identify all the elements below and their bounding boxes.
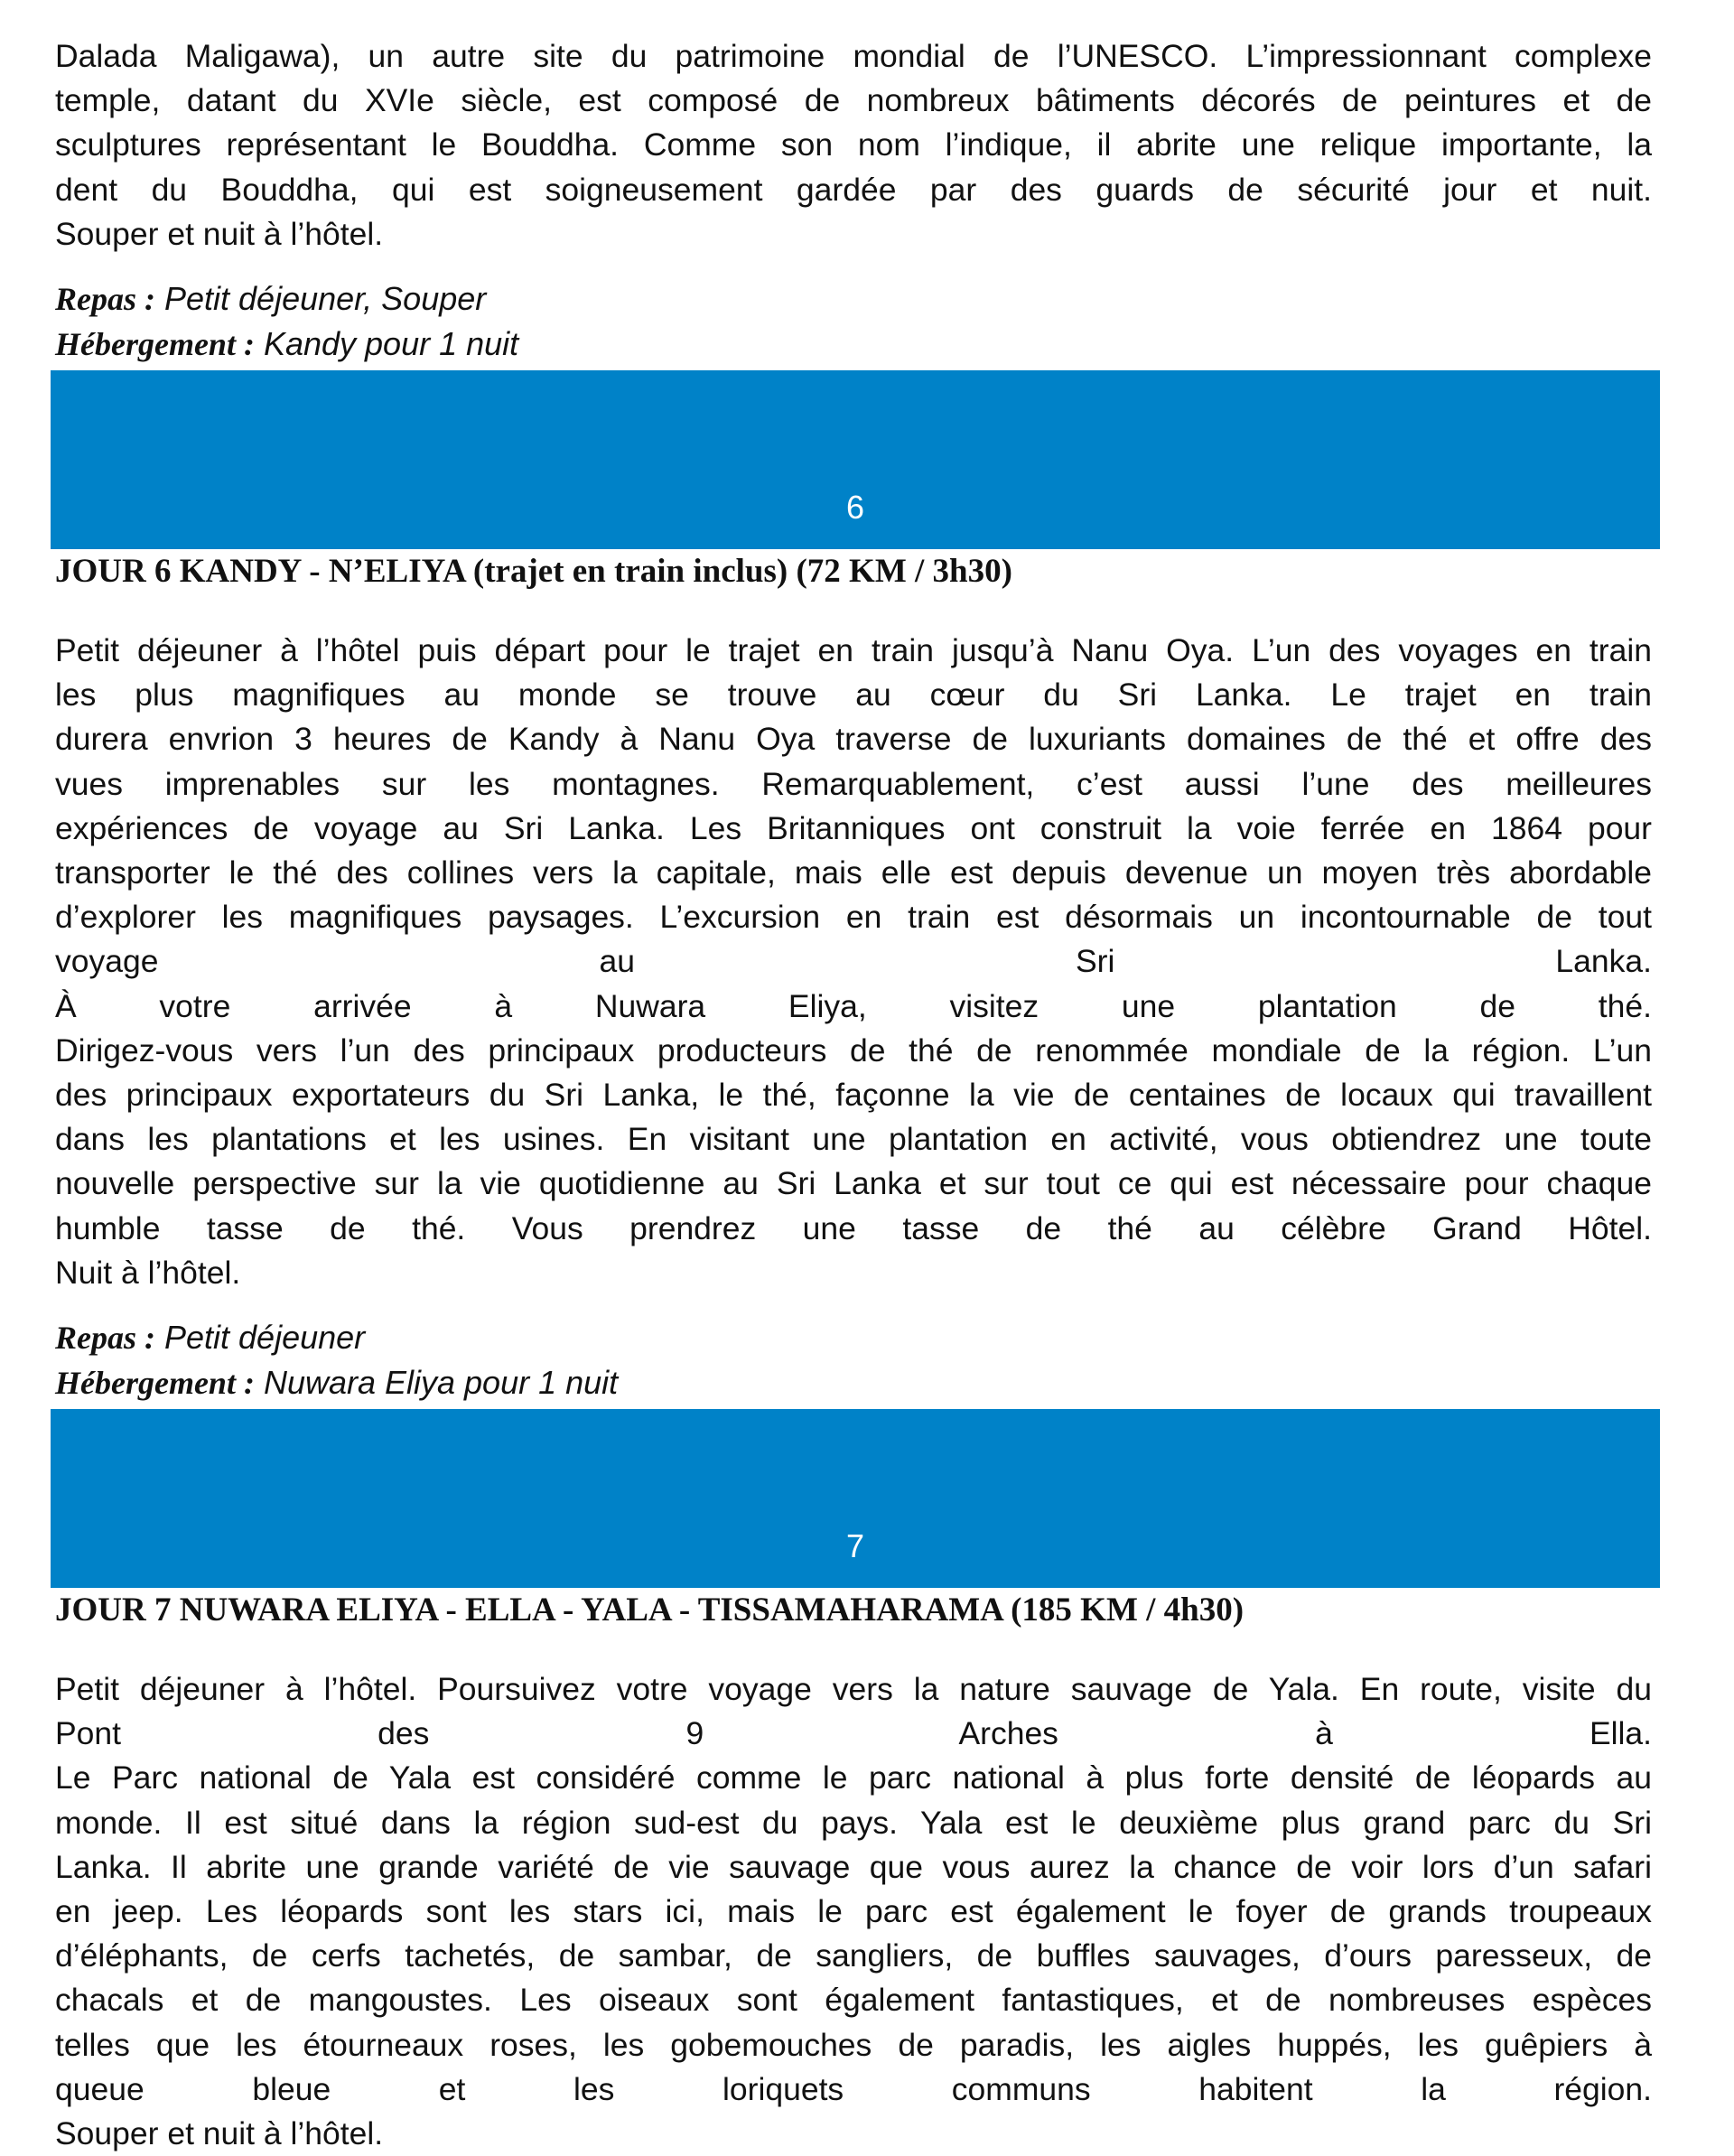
intro-lodging (55, 322, 1652, 367)
meals-label: Repas : (55, 1320, 155, 1357)
day7-banner-number: 7 (845, 1527, 865, 1565)
lodging-label: Hébergement : (55, 326, 255, 363)
text-line: voyage au Sri Lanka. (55, 943, 1652, 980)
document-page (55, 34, 1652, 2156)
text-line: Petit déjeuner à l’hôtel puis départ pour le trajet en train jusqu’à Nanu Oya. L’un des voyages en train (55, 632, 1652, 669)
day6-meals (55, 1315, 1652, 1360)
day6-paragraph (55, 629, 1652, 1295)
text-line: Lanka. Il abrite une grande variété de vie sauvage que vous aurez la chance de voir lors d’un safari (55, 1848, 1652, 1885)
text-line: d’explorer les magnifiques paysages. L’excursion en train est désormais un incontournable de tout (55, 899, 1652, 936)
text-line: telles que les étourneaux roses, les gobemouches de paradis, les aigles huppés, les guêpiers à (55, 2026, 1652, 2063)
text-line: Dalada Maligawa), un autre site du patrimoine mondial de l’UNESCO. L’impressionnant complexe (55, 38, 1652, 74)
text-line: les plus magnifiques au monde se trouve au cœur du Sri Lanka. Le trajet en train (55, 677, 1652, 714)
text-line: humble tasse de thé. Vous prendrez une tasse de thé au célèbre Grand Hôtel. (55, 1209, 1652, 1246)
text-line: Nuit à l’hôtel. (55, 1254, 241, 1291)
day7-paragraph (55, 1667, 1652, 2156)
intro-meals (55, 276, 1652, 322)
meals-label: Repas : (55, 281, 155, 318)
text-line: expériences de voyage au Sri Lanka. Les Britanniques ont construit la voie ferrée en 1864 pour (55, 809, 1652, 846)
text-line: Petit déjeuner à l’hôtel. Poursuivez votre voyage vers la nature sauvage de Yala. En route, visite du (55, 1671, 1652, 1708)
text-line: monde. Il est situé dans la région sud-est du pays. Yala est le deuxième plus grand parc du Sri (55, 1804, 1652, 1841)
day6-lodging (55, 1360, 1652, 1405)
text-line: sculptures représentant le Bouddha. Comme son nom l’indique, il abrite une relique importante, la (55, 126, 1652, 163)
text-line: Dirigez-vous vers l’un des principaux producteurs de thé de renommée mondiale de la région. L’un (55, 1031, 1652, 1069)
lodging-value: Kandy pour 1 nuit (254, 325, 519, 363)
text-line: en jeep. Les léopards sont les stars ici, mais le parc est également le foyer de grands troupeaux (55, 1893, 1652, 1930)
meals-value: Petit déjeuner, Souper (155, 280, 487, 318)
lodging-value: Nuwara Eliya pour 1 nuit (254, 1364, 619, 1402)
text-line: des principaux exportateurs du Sri Lanka, le thé, façonne la vie de centaines de locaux qui travaillent (55, 1077, 1652, 1114)
text-line: dans les plantations et les usines. En visitant une plantation en activité, vous obtiendrez une toute (55, 1121, 1652, 1158)
day6-title: JOUR 6 KANDY - N’ELIYA (trajet en train inclus) (72 KM / 3h30) (55, 553, 1012, 591)
text-line: À votre arrivée à Nuwara Eliya, visitez une plantation de thé. (55, 987, 1652, 1024)
day7-banner (51, 1409, 1660, 1588)
text-line: temple, datant du XVIe siècle, est composé de nombreux bâtiments décorés de peintures et de (55, 82, 1652, 119)
text-line: transporter le thé des collines vers la capitale, mais elle est depuis devenue un moyen très abordable (55, 854, 1652, 891)
meals-value: Petit déjeuner (155, 1319, 366, 1357)
text-line: Souper et nuit à l’hôtel. (55, 215, 384, 252)
text-line: vues imprenables sur les montagnes. Remarquablement, c’est aussi l’une des meilleures (55, 765, 1652, 802)
text-line: nouvelle perspective sur la vie quotidienne au Sri Lanka et sur tout ce qui est nécessaire pour chaque (55, 1165, 1652, 1202)
lodging-label: Hébergement : (55, 1365, 255, 1402)
text-line: Pont des 9 Arches à Ella. (55, 1715, 1652, 1752)
text-line: Le Parc national de Yala est considéré comme le parc national à plus forte densité de léopards au (55, 1759, 1652, 1797)
day7-title: JOUR 7 NUWARA ELIYA - ELLA - YALA - TISSAMAHARAMA (185 KM / 4h30) (55, 1591, 1245, 1629)
text-line: chacals et de mangoustes. Les oiseaux sont également fantastiques, et de nombreuses espèces (55, 1982, 1652, 2019)
text-line: queue bleue et les loriquets communs habitent la région. (55, 2070, 1652, 2107)
text-line: Souper et nuit à l’hôtel. (55, 2115, 384, 2152)
day6-banner (51, 370, 1660, 549)
text-line: dent du Bouddha, qui est soigneusement gardée par des guards de sécurité jour et nuit. (55, 171, 1652, 208)
text-line: d’éléphants, de cerfs tachetés, de sambar, de sangliers, de buffles sauvages, d’ours paresseux, de (55, 1937, 1652, 1974)
day6-banner-number: 6 (845, 489, 865, 527)
intro-paragraph (55, 34, 1652, 257)
text-line: durera envrion 3 heures de Kandy à Nanu Oya traverse de luxuriants domaines de thé et offre des (55, 721, 1652, 758)
